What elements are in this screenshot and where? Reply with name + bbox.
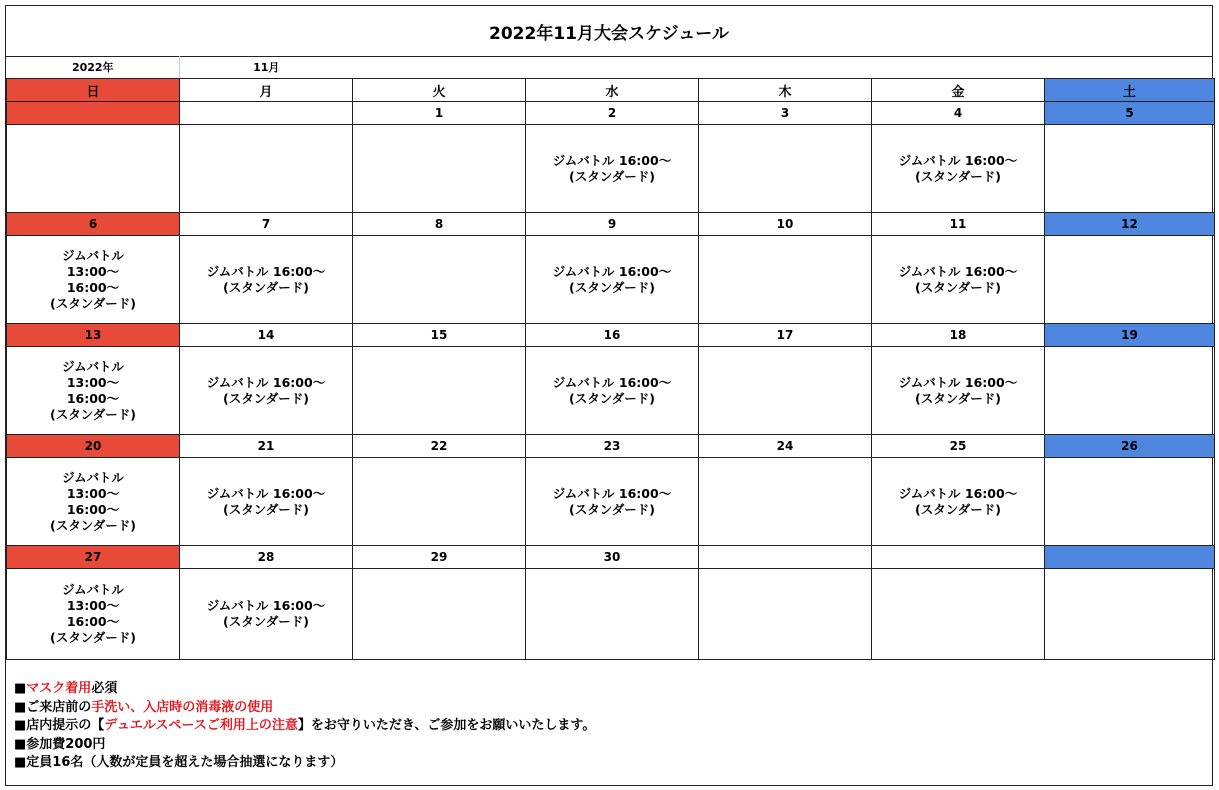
calendar-table (6, 56, 1215, 660)
event-text: ジムバトル 16:00～ (スタンダード) (552, 374, 672, 406)
date-row (7, 324, 1215, 347)
event-cell (7, 125, 180, 213)
date-cell: 22 (353, 435, 526, 458)
date-cell: 24 (699, 435, 872, 458)
date-cell: 7 (180, 213, 353, 236)
event-cell (872, 347, 1045, 435)
event-row (7, 125, 1215, 213)
event-row (7, 569, 1215, 660)
event-text: ジムバトル 16:00～ (スタンダード) (206, 374, 326, 406)
event-cell (353, 569, 526, 660)
weekday-row (7, 79, 1215, 102)
event-text: ジムバトル 13:00～ 16:00～ (スタンダード) (50, 358, 136, 422)
event-cell (353, 458, 526, 546)
event-text: ジムバトル 16:00～ (スタンダード) (552, 263, 672, 295)
event-cell (7, 347, 180, 435)
date-cell: 26 (1045, 435, 1215, 458)
event-cell (7, 458, 180, 546)
event-cell (526, 347, 699, 435)
note-mask: ■マスク着用必須 (14, 681, 118, 696)
date-row (7, 102, 1215, 125)
date-cell: 14 (180, 324, 353, 347)
date-cell (872, 546, 1045, 569)
event-cell (1045, 125, 1215, 213)
event-cell (1045, 347, 1215, 435)
weekday-sat: 土 (1045, 79, 1215, 102)
event-text: ジムバトル 16:00～ (スタンダード) (552, 152, 672, 184)
note-rules: ■店内提示の【デュエルスペースご利用上の注意】をお守りいただき、ご参加をお願いいたします。 (14, 718, 596, 733)
date-cell: 12 (1045, 213, 1215, 236)
date-cell: 21 (180, 435, 353, 458)
date-cell: 8 (353, 213, 526, 236)
month-label: 11月 (180, 56, 353, 79)
event-cell (699, 458, 872, 546)
date-cell (7, 102, 180, 125)
weekday-fri: 金 (872, 79, 1045, 102)
event-cell (872, 125, 1045, 213)
event-text: ジムバトル 16:00～ (スタンダード) (898, 374, 1018, 406)
date-cell (699, 546, 872, 569)
weekday-wed: 水 (526, 79, 699, 102)
event-cell (526, 458, 699, 546)
event-cell (872, 236, 1045, 324)
date-cell: 15 (353, 324, 526, 347)
date-cell: 18 (872, 324, 1045, 347)
event-text: ジムバトル 16:00～ (スタンダード) (206, 485, 326, 517)
schedule-sheet (5, 5, 1213, 786)
event-cell (526, 569, 699, 660)
event-cell (1045, 569, 1215, 660)
event-cell (1045, 458, 1215, 546)
event-row (7, 236, 1215, 324)
date-cell: 6 (7, 213, 180, 236)
event-text: ジムバトル 16:00～ (スタンダード) (898, 263, 1018, 295)
event-text: ジムバトル 13:00～ 16:00～ (スタンダード) (50, 469, 136, 533)
weekday-thu: 木 (699, 79, 872, 102)
date-cell: 20 (7, 435, 180, 458)
date-cell: 4 (872, 102, 1045, 125)
date-cell: 25 (872, 435, 1045, 458)
event-text: ジムバトル 16:00～ (スタンダード) (206, 263, 326, 295)
weekday-tue: 火 (353, 79, 526, 102)
date-cell: 30 (526, 546, 699, 569)
event-cell (1045, 236, 1215, 324)
date-cell: 19 (1045, 324, 1215, 347)
year-label: 2022年 (7, 56, 180, 79)
event-cell (699, 236, 872, 324)
event-cell (526, 125, 699, 213)
date-cell: 9 (526, 213, 699, 236)
date-cell: 23 (526, 435, 699, 458)
event-cell (872, 458, 1045, 546)
note-handwash: ■ご来店前の手洗い、入店時の消毒液の使用 (14, 699, 274, 715)
event-cell (7, 236, 180, 324)
event-text: ジムバトル 16:00～ (スタンダード) (898, 152, 1018, 184)
event-cell (353, 125, 526, 213)
weekday-mon: 月 (180, 79, 353, 102)
date-row (7, 213, 1215, 236)
event-row (7, 458, 1215, 546)
date-cell: 27 (7, 546, 180, 569)
date-cell (1045, 546, 1215, 569)
date-cell: 17 (699, 324, 872, 347)
date-cell (180, 102, 353, 125)
page-title: 2022年11月大会スケジュール (6, 6, 1212, 57)
date-cell: 11 (872, 213, 1045, 236)
date-cell: 13 (7, 324, 180, 347)
header-row (7, 56, 1215, 79)
event-text: ジムバトル 16:00～ (スタンダード) (206, 598, 326, 629)
date-cell: 5 (1045, 102, 1215, 125)
note-capacity: ■定員16名（人数が定員を超えた場合抽選になります） (14, 755, 344, 770)
event-cell (180, 236, 353, 324)
date-cell: 2 (526, 102, 699, 125)
event-text: ジムバトル 13:00～ 16:00～ (スタンダード) (50, 247, 136, 311)
event-cell (180, 347, 353, 435)
date-row (7, 546, 1215, 569)
event-cell (353, 236, 526, 324)
event-row (7, 347, 1215, 435)
event-cell (872, 569, 1045, 660)
date-cell: 10 (699, 213, 872, 236)
date-row (7, 435, 1215, 458)
event-text: ジムバトル 16:00～ (スタンダード) (552, 485, 672, 517)
note-fee: ■参加費200円 (14, 736, 106, 752)
event-cell (526, 236, 699, 324)
event-cell (7, 569, 180, 660)
date-cell: 28 (180, 546, 353, 569)
event-cell (699, 347, 872, 435)
event-cell (180, 569, 353, 660)
event-cell (353, 347, 526, 435)
date-cell: 29 (353, 546, 526, 569)
date-cell: 16 (526, 324, 699, 347)
date-cell: 1 (353, 102, 526, 125)
event-cell (180, 458, 353, 546)
event-cell (699, 125, 872, 213)
weekday-sun: 日 (7, 79, 180, 102)
event-cell (699, 569, 872, 660)
event-cell (180, 125, 353, 213)
notes-section (14, 680, 1194, 773)
event-text: ジムバトル 13:00～ 16:00～ (スタンダード) (50, 582, 136, 645)
date-cell: 3 (699, 102, 872, 125)
event-text: ジムバトル 16:00～ (スタンダード) (898, 485, 1018, 517)
